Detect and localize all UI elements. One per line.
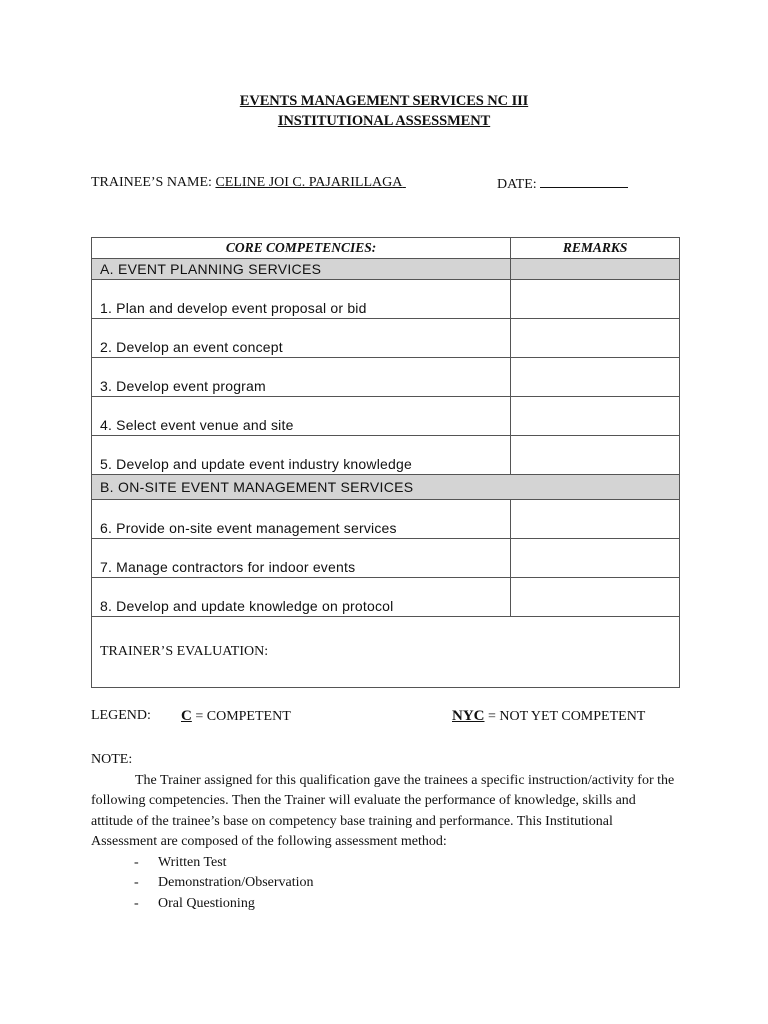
list-item [91,873,681,894]
method-label: Demonstration/Observation [158,875,314,890]
competency-label: 1. Plan and develop event proposal or bid [92,280,511,319]
table-row [92,578,680,617]
assessment-method-list [91,853,681,915]
legend-competent [181,708,291,725]
trainee-name-value: CELINE JOI C. PAJARILLAGA [215,175,403,190]
legend-label: LEGEND: [91,708,151,723]
table-header-row [92,238,680,259]
bullet-dash: - [134,895,139,911]
legend-nyc-text: = NOT YET COMPETENT [488,709,646,724]
trainee-name-row [91,175,406,191]
trainer-evaluation-row [92,617,680,688]
competency-label: 3. Develop event program [92,358,511,397]
note-label: NOTE: [91,752,133,767]
competency-table [91,237,680,688]
date-blank-line [540,175,628,188]
bullet-dash: - [134,854,139,870]
bullet-dash: - [134,875,139,890]
note-paragraph: The Trainer assigned for this qualification gave the trainees a specific instruction/activity for the following competencies. Then the Trainer will evaluate the performance of knowledge, skills and attitude of the trainee’s base on competency base training and performance. This Institutional Assessment are composed of the following assessment method: [91,772,675,849]
competency-label: 8. Develop and update knowledge on protocol [92,578,511,617]
remarks-cell [511,397,680,436]
method-label: Oral Questioning [158,895,255,911]
note-section [91,750,681,914]
legend-c-text: = COMPETENT [195,709,291,724]
competency-label: 4. Select event venue and site [92,397,511,436]
section-title: B. ON-SITE EVENT MANAGEMENT SERVICES [92,475,680,500]
date-label: DATE: [497,177,537,192]
remarks-header: REMARKS [511,238,680,259]
section-row [92,475,680,500]
remarks-cell [511,319,680,358]
competency-label: 7. Manage contractors for indoor events [92,539,511,578]
table-row [92,280,680,319]
table-row [92,500,680,539]
competency-label: 2. Develop an event concept [92,319,511,358]
legend-nyc-code: NYC [452,708,485,724]
legend-not-yet-competent [452,708,645,725]
remarks-cell [511,500,680,539]
section-title: A. EVENT PLANNING SERVICES [92,259,511,280]
trainer-evaluation-label: TRAINER’S EVALUATION: [92,617,680,688]
table-row [92,436,680,475]
remarks-cell [511,436,680,475]
table-row [92,358,680,397]
document-title: EVENTS MANAGEMENT SERVICES NC III [239,93,529,109]
section-row [92,259,680,280]
competency-label: 5. Develop and update event industry knowledge [92,436,511,475]
remarks-cell [511,358,680,397]
remarks-cell [511,578,680,617]
date-row [497,175,628,193]
section-remarks-cell [511,259,680,280]
list-item [91,894,681,915]
table-row [92,539,680,578]
remarks-cell [511,280,680,319]
remarks-cell [511,539,680,578]
method-label: Written Test [158,854,227,870]
table-row [92,319,680,358]
document-subtitle: INSTITUTIONAL ASSESSMENT [277,113,491,129]
trainee-name-label: TRAINEE’S NAME: [91,175,212,190]
table-row [92,397,680,436]
competencies-header: CORE COMPETENCIES: [92,238,511,259]
competency-label: 6. Provide on-site event management services [92,500,511,539]
legend-c-code: C [181,708,192,724]
list-item [91,853,681,874]
